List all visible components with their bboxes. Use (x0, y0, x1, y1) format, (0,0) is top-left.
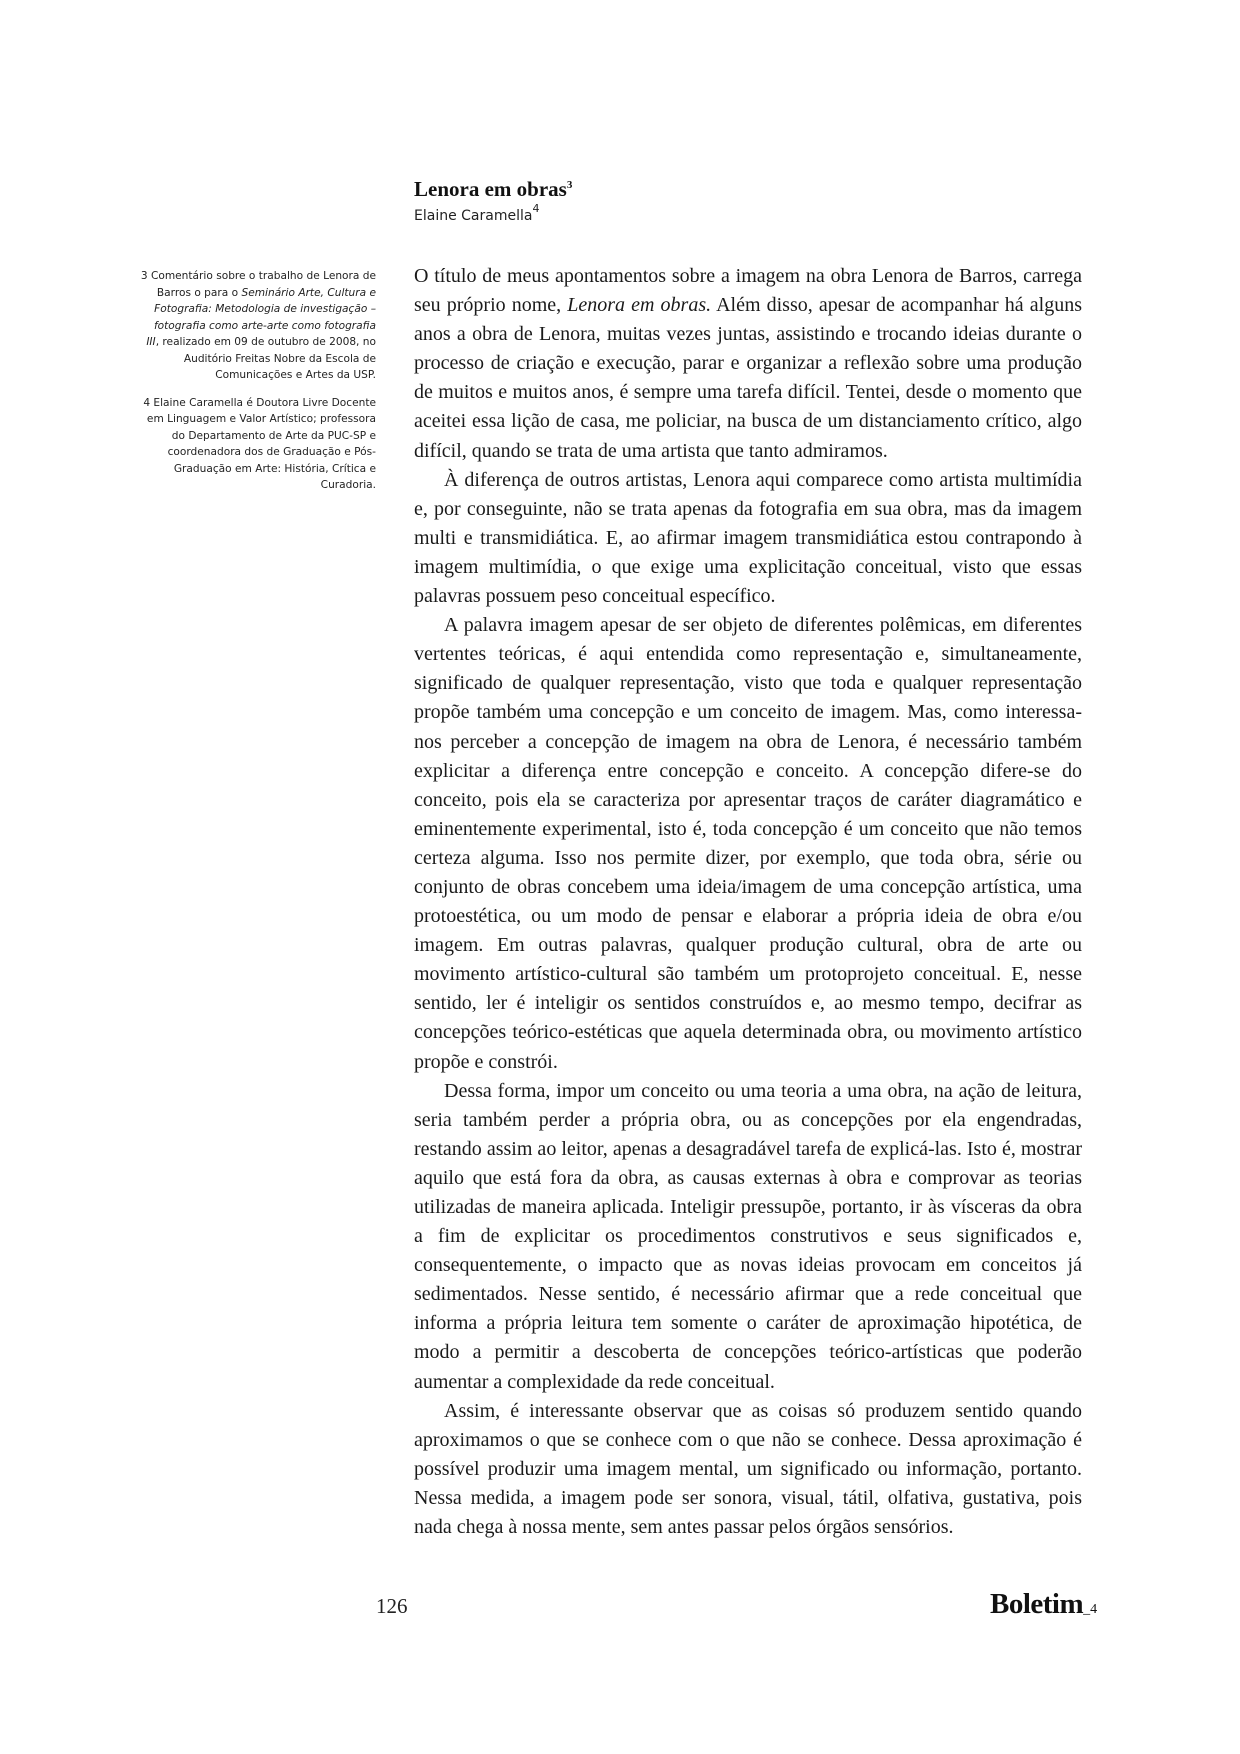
publication-issue: _4 (1083, 1602, 1098, 1617)
article-author (414, 204, 1114, 228)
paragraph-2: À diferença de outros artistas, Lenora aqui comparece como artista multimídia e, por conseguinte, não se trata apenas da fotografia em sua obra, mas da imagem multi e transmidiática. E, ao afirmar imagem transmidiática estou contrapondo à imagem multimídia, o que exige uma explicitação conceitual, visto que essas palavras possuem peso conceitual específico. (414, 468, 1082, 608)
footnote-3-text-end: , realizado em 09 de outubro de 2008, no Auditório Freitas Nobre da Escola de Comunicações e Artes da USP. (155, 336, 376, 381)
paragraph-4: Dessa forma, impor um conceito ou uma teoria a uma obra, na ação de leitura, seria também perder a própria obra, ou as concepções por ela engendradas, restando assim ao leitor, apenas a desagradável tarefa de explicá-las. Isto é, mostrar aquilo que está fora da obra, as causas externas à obra e comprovar as teorias utilizadas de maneira aplicada. Inteligir pressupõe, portanto, ir às vísceras da obra a fim de explicitar os procedimentos construtivos e seus significados e, consequentemente, o impacto que as novas ideias provocam em conceitos já sedimentados. Nesse sentido, é necessário afirmar que a rede conceitual que informa a própria leitura tem somente o caráter de aproximação hipotética, de modo a permitir a descoberta de concepções teórico-artísticas que poderão aumentar a complexidade da rede conceitual. (414, 1079, 1082, 1393)
footnotes-sidebar (140, 268, 376, 505)
author-footnote-ref: 4 (532, 202, 540, 215)
footnote-3 (140, 268, 376, 384)
paragraph-5: Assim, é interessante observar que as coisas só produzem sentido quando aproximamos o que se conhece com o que não se conhece. Dessa aproximação é possível produzir uma imagem mental, um significado ou informação, portanto. Nessa medida, a imagem pode ser sonora, visual, tátil, olfativa, gustativa, pois nada chega à nossa mente, sem antes passar pelos órgãos sensórios. (414, 1399, 1082, 1539)
paragraph-1 (414, 262, 1082, 466)
footnote-4: 4 Elaine Caramella é Doutora Livre Docente em Linguagem e Valor Artístico; professora do Departamento de Arte da PUC-SP e coordenadora dos de Graduação e Pós-Graduação em Arte: História, Crítica e Curadoria. (143, 396, 376, 491)
paragraph-3: A palavra imagem apesar de ser objeto de diferentes polêmicas, em diferentes vertentes teóricas, é aqui entendida como representação e, simultaneamente, significado de qualquer representação, visto que toda e qualquer representação propõe também uma concepção e um conceito de imagem. Mas, como interessa-nos perceber a concepção de imagem na obra de Lenora, é necessário também explicitar a diferença entre concepção e conceito. A concepção difere-se do conceito, pois ela se caracteriza por apresentar traços de caráter diagramático e eminentemente experimental, isto é, toda concepção é um conceito que não temos certeza alguma. Isso nos permite dizer, por exemplo, que toda obra, série ou conjunto de obras concebem uma ideia/imagem de uma concepção artística, uma protoestética, ou um modo de pensar e elaborar a própria ideia de obra e/ou imagem. Em outras palavras, qualquer produção cultural, obra de arte ou movimento artístico-cultural são também um protoprojeto conceitual. E, nesse sentido, ler é inteligir os sentidos construídos e, ao mesmo tempo, decifrar as concepções teórico-estéticas que aquela determinada obra, ou movimento artístico propõe e constrói. (414, 614, 1082, 1073)
title-footnote-ref: 3 (566, 179, 573, 191)
paragraph-1-text: O título de meus apontamentos sobre a imagem na obra Lenora de Barros, carrega seu próprio nome, (414, 265, 1082, 317)
article-title (414, 176, 1114, 202)
footnote-3-text: 3 Comentário sobre o trabalho de Lenora de Barros o para o (140, 270, 376, 299)
footnote-3-italic: Seminário Arte, Cultura e Fotografia: Metodologia de investigação – fotografia como arte-arte como fotografia III (146, 286, 376, 348)
author-name: Elaine Caramella (414, 208, 533, 224)
publication-logo (990, 1588, 1097, 1621)
article-title-text: Lenora em obras (414, 177, 567, 201)
article-header (414, 176, 1114, 228)
article-body (414, 262, 1082, 1542)
paragraph-1-italic: Lenora em obras. (567, 294, 712, 317)
page-number: 126 (376, 1594, 408, 1618)
publication-name: Boletim (990, 1588, 1084, 1620)
paragraph-1-text-end: Além disso, apesar de acompanhar há alguns anos a obra de Lenora, muitas vezes juntas, assistindo e trocando ideias durante o processo de criação e execução, parar e organizar a reflexão sobre uma produção de muitos e muitos anos, é sempre uma tarefa difícil. Tentei, desde o momento que aceitei essa lição de casa, me policiar, na busca de um distanciamento crítico, algo difícil, quando se trata de uma artista que tanto admiramos. (414, 294, 1082, 462)
